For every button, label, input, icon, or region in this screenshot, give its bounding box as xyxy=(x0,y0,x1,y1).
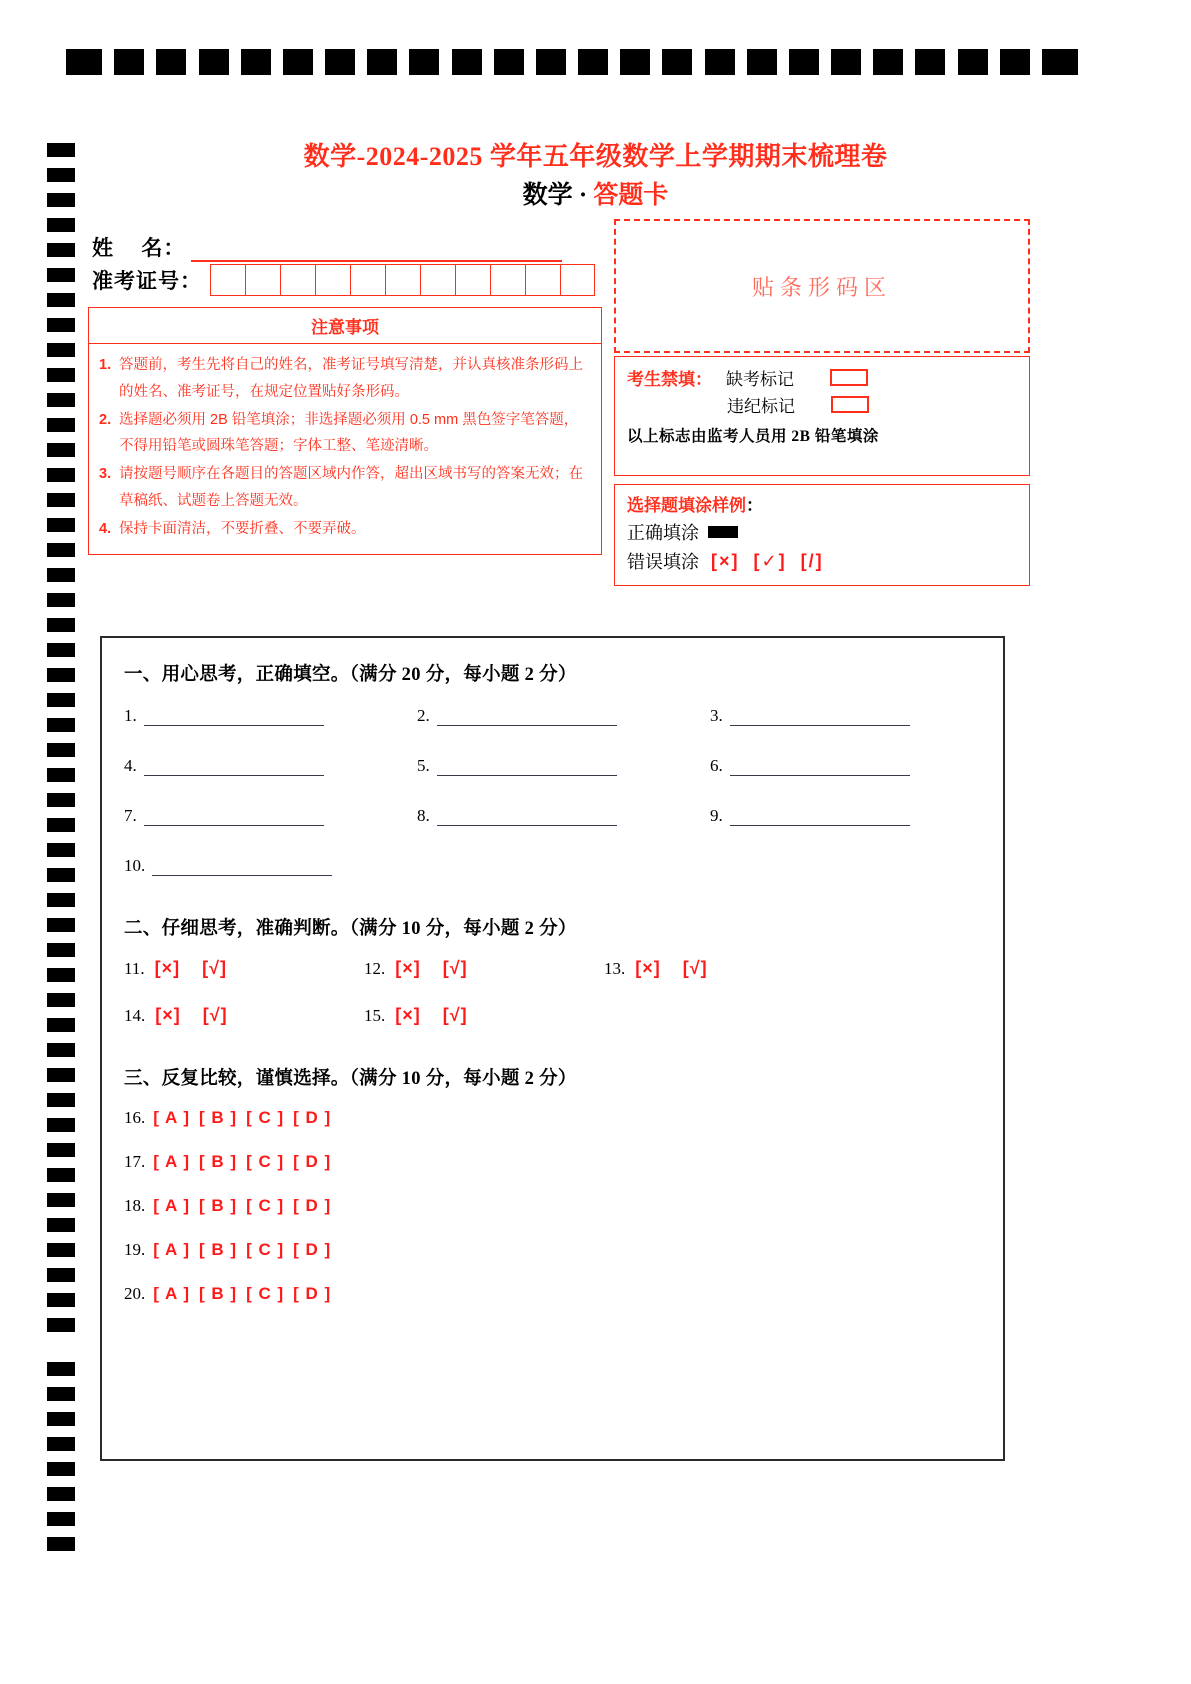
left-timing-marks-upper xyxy=(47,143,75,1343)
truefalse-answer-item xyxy=(364,958,604,979)
notice-heading: 注意事项 xyxy=(89,308,601,344)
blank-answer-item xyxy=(710,806,1003,826)
timing-mark xyxy=(47,393,75,407)
timing-mark xyxy=(47,993,75,1007)
question-number: 7. xyxy=(124,806,137,825)
timing-mark xyxy=(47,1168,75,1182)
choice-options xyxy=(153,1152,340,1172)
timing-mark xyxy=(47,868,75,882)
timing-mark xyxy=(47,318,75,332)
answer-bubble-option[interactable]: [ C ] xyxy=(246,1284,285,1303)
answer-sections xyxy=(102,638,1003,1304)
answer-write-line[interactable] xyxy=(437,760,617,776)
timing-mark xyxy=(47,818,75,832)
section-heading: 三、反复比较，谨慎选择。（满分 10 分，每小题 2 分） xyxy=(124,1069,577,1089)
wrong-fill-mark: [/] xyxy=(800,550,824,571)
section-heading: 二、仔细思考，准确判断。（满分 10 分，每小题 2 分） xyxy=(124,919,577,939)
subtitle-card-label: 答题卡 xyxy=(593,182,669,209)
timing-mark xyxy=(47,1118,75,1132)
timing-mark xyxy=(47,1512,75,1526)
answer-area-frame xyxy=(100,636,1005,1461)
truefalse-options xyxy=(155,1005,249,1026)
answer-bubble-option[interactable]: [ C ] xyxy=(246,1196,285,1215)
truefalse-answer-row xyxy=(124,1005,1003,1026)
page-subtitle xyxy=(0,175,1191,211)
forbidden-title: 考生禁填： xyxy=(627,370,712,389)
answer-bubble-option[interactable]: [ B ] xyxy=(199,1108,238,1127)
timing-mark xyxy=(47,1537,75,1551)
exam-id-cell[interactable] xyxy=(350,264,385,296)
exam-id-cell[interactable] xyxy=(210,264,245,296)
wrong-fill-examples xyxy=(711,551,838,572)
timing-mark xyxy=(283,49,313,75)
name-label: 姓 名： xyxy=(92,237,186,260)
question-number: 5. xyxy=(417,756,430,775)
section-heading: 一、用心思考，正确填空。（满分 20 分，每小题 2 分） xyxy=(124,665,577,685)
answer-bubble-option[interactable]: [ C ] xyxy=(246,1152,285,1171)
answer-bubble-option[interactable]: [ A ] xyxy=(153,1108,191,1127)
answer-bubble-option[interactable]: [√] xyxy=(442,958,468,978)
notice-item-number: 1. xyxy=(99,357,112,373)
question-number: 6. xyxy=(710,756,723,775)
timing-mark xyxy=(662,49,692,75)
answer-bubble-option[interactable]: [ B ] xyxy=(199,1196,238,1215)
timing-mark xyxy=(536,49,566,75)
timing-mark xyxy=(915,49,945,75)
question-number: 2. xyxy=(417,706,430,725)
question-number: 9. xyxy=(710,806,723,825)
subtitle-separator: · xyxy=(572,182,594,209)
timing-mark xyxy=(47,618,75,632)
answer-bubble-option[interactable]: [√] xyxy=(202,1005,228,1025)
timing-mark xyxy=(47,518,75,532)
blank-answer-item xyxy=(417,706,710,726)
timing-mark xyxy=(47,368,75,382)
timing-mark xyxy=(47,218,75,232)
blank-answer-item xyxy=(417,756,710,776)
violation-mark-bubble[interactable] xyxy=(831,396,869,413)
question-number: 20. xyxy=(124,1284,146,1303)
timing-mark xyxy=(47,1362,75,1376)
notice-item xyxy=(99,407,591,461)
absent-mark-label: 缺考标记 xyxy=(726,370,794,389)
notice-item-number: 4. xyxy=(99,520,112,537)
name-input-line[interactable] xyxy=(191,236,562,262)
question-number: 4. xyxy=(124,756,137,775)
truefalse-answer-item xyxy=(604,958,844,979)
blank-answer-item xyxy=(124,706,417,726)
truefalse-answer-item xyxy=(364,1005,604,1026)
timing-mark xyxy=(47,1193,75,1207)
timing-mark xyxy=(241,49,271,75)
exam-id-cell[interactable] xyxy=(490,264,525,296)
answer-write-line[interactable] xyxy=(730,810,910,826)
truefalse-answer-item xyxy=(124,1005,364,1026)
answer-bubble-option[interactable]: [ D ] xyxy=(293,1108,332,1127)
answer-bubble-option[interactable]: [ C ] xyxy=(246,1108,285,1127)
answer-bubble-option[interactable]: [ A ] xyxy=(153,1284,191,1303)
correct-fill-row xyxy=(627,519,1029,545)
timing-mark xyxy=(958,49,988,75)
wrong-fill-mark: [✓] xyxy=(753,550,787,571)
timing-mark xyxy=(47,293,75,307)
timing-mark xyxy=(47,1268,75,1282)
timing-mark xyxy=(705,49,735,75)
notice-item-number: 3. xyxy=(99,466,112,483)
timing-mark xyxy=(47,718,75,732)
timing-mark xyxy=(1000,49,1030,75)
answer-bubble-option[interactable]: [ A ] xyxy=(153,1196,191,1215)
answer-bubble-option[interactable]: [√] xyxy=(682,958,708,978)
timing-mark xyxy=(47,1412,75,1426)
choice-answer-row xyxy=(124,1196,1003,1216)
answer-bubble-option[interactable]: [√] xyxy=(442,1005,468,1025)
sample-title-row xyxy=(627,491,1029,516)
choice-answer-row xyxy=(124,1240,1003,1260)
wrong-fill-mark: [×] xyxy=(711,550,740,571)
question-number: 3. xyxy=(710,706,723,725)
exam-id-cell[interactable] xyxy=(245,264,280,296)
timing-mark xyxy=(47,1387,75,1401)
timing-mark xyxy=(47,643,75,657)
timing-mark xyxy=(1042,49,1078,75)
timing-mark xyxy=(47,418,75,432)
timing-mark xyxy=(873,49,903,75)
timing-mark xyxy=(47,943,75,957)
answer-bubble-option[interactable]: [×] xyxy=(395,1005,421,1025)
choice-answer-row xyxy=(124,1108,1003,1128)
correct-fill-label: 正确填涂 xyxy=(627,523,699,543)
answer-write-line[interactable] xyxy=(152,860,332,876)
fill-sample-box xyxy=(614,484,1030,586)
exam-id-boxes[interactable] xyxy=(210,264,595,296)
answer-bubble-option[interactable]: [ B ] xyxy=(199,1240,238,1259)
truefalse-answer-item xyxy=(124,958,364,979)
timing-mark xyxy=(47,1243,75,1257)
truefalse-options xyxy=(635,958,729,979)
sample-title-colon: ： xyxy=(746,496,763,515)
timing-mark xyxy=(47,543,75,557)
timing-mark xyxy=(47,243,75,257)
answer-bubble-option[interactable]: [ D ] xyxy=(293,1284,332,1303)
question-number: 1. xyxy=(124,706,137,725)
subtitle-subject: 数学 xyxy=(522,182,573,209)
truefalse-options xyxy=(155,958,249,979)
answer-bubble-option[interactable]: [√] xyxy=(202,958,227,978)
barcode-area-label: 贴条形码区 xyxy=(751,274,892,300)
blank-answer-row xyxy=(124,756,1003,776)
timing-mark xyxy=(47,1018,75,1032)
blank-answer-item xyxy=(124,806,417,826)
timing-mark xyxy=(620,49,650,75)
timing-mark xyxy=(47,1218,75,1232)
absent-mark-row xyxy=(627,364,1029,391)
question-number: 17. xyxy=(124,1152,146,1171)
notice-item xyxy=(99,516,591,543)
answer-write-line[interactable] xyxy=(144,710,324,726)
answer-write-line[interactable] xyxy=(437,810,617,826)
name-field-row xyxy=(92,228,562,262)
timing-mark xyxy=(114,49,144,75)
answer-bubble-option[interactable]: [×] xyxy=(395,958,421,978)
timing-mark xyxy=(47,968,75,982)
timing-mark xyxy=(47,1293,75,1307)
answer-bubble-option[interactable]: [ C ] xyxy=(246,1240,285,1259)
timing-mark xyxy=(47,1068,75,1082)
timing-mark xyxy=(47,743,75,757)
forbidden-note: 以上标志由监考人员用 2B 铅笔填涂 xyxy=(627,428,879,445)
timing-mark xyxy=(47,843,75,857)
notice-item xyxy=(99,352,591,406)
blank-answer-row xyxy=(124,806,1003,826)
question-number: 13. xyxy=(604,958,626,978)
question-number: 10. xyxy=(124,856,146,875)
choice-options xyxy=(153,1108,340,1128)
answer-bubble-option[interactable]: [ B ] xyxy=(199,1152,238,1171)
truefalse-options xyxy=(395,958,489,979)
answer-bubble-option[interactable]: [ A ] xyxy=(153,1240,191,1259)
timing-mark xyxy=(47,593,75,607)
timing-mark xyxy=(47,768,75,782)
choice-answer-row xyxy=(124,1152,1003,1172)
notice-item-number: 2. xyxy=(99,411,112,428)
timing-mark xyxy=(578,49,608,75)
answer-bubble-option[interactable]: [ B ] xyxy=(199,1284,238,1303)
exam-id-cell[interactable] xyxy=(525,264,560,296)
timing-mark xyxy=(789,49,819,75)
answer-bubble-option[interactable]: [ D ] xyxy=(293,1152,332,1171)
barcode-paste-area xyxy=(614,219,1030,353)
timing-mark xyxy=(47,1318,75,1332)
wrong-fill-label: 错误填涂 xyxy=(627,552,699,572)
timing-mark xyxy=(47,1093,75,1107)
answer-bubble-option[interactable]: [ D ] xyxy=(293,1196,332,1215)
timing-mark xyxy=(47,893,75,907)
timing-mark xyxy=(831,49,861,75)
page-title: 数学-2024-2025 学年五年级数学上学期期末梳理卷 xyxy=(303,142,888,171)
violation-mark-row xyxy=(627,391,1029,418)
timing-mark xyxy=(325,49,355,75)
timing-mark xyxy=(47,793,75,807)
exam-id-row xyxy=(92,262,595,298)
blank-answer-item xyxy=(417,806,710,826)
timing-mark xyxy=(199,49,229,75)
blank-answer-item xyxy=(710,756,1003,776)
answer-bubble-option[interactable]: [×] xyxy=(154,958,181,978)
exam-id-label: 准考证号： xyxy=(92,270,202,293)
answer-write-line[interactable] xyxy=(144,760,324,776)
timing-mark xyxy=(47,468,75,482)
choice-options xyxy=(153,1284,340,1304)
notice-item-text: 请按题号顺序在各题目的答题区域内作答，超出区域书写的答案无效；在草稿纸、试题卷上答题无效。 xyxy=(119,466,583,510)
question-number: 19. xyxy=(124,1240,146,1259)
timing-mark xyxy=(66,49,102,75)
notice-box xyxy=(88,307,602,555)
timing-mark xyxy=(367,49,397,75)
question-number: 18. xyxy=(124,1196,146,1215)
question-number: 11. xyxy=(124,958,145,978)
wrong-fill-row xyxy=(627,548,1029,574)
exam-id-cell[interactable] xyxy=(385,264,420,296)
blank-answer-item xyxy=(124,856,424,876)
top-timing-marks xyxy=(66,48,1078,75)
choice-options xyxy=(153,1240,340,1260)
truefalse-options xyxy=(395,1005,489,1026)
timing-mark xyxy=(47,343,75,357)
answer-bubble-option[interactable]: [ A ] xyxy=(153,1152,191,1171)
timing-mark xyxy=(47,568,75,582)
correct-fill-swatch xyxy=(708,526,738,538)
answer-write-line[interactable] xyxy=(730,760,910,776)
choice-answer-row xyxy=(124,1284,1003,1304)
notice-item-text: 答题前，考生先将自己的姓名，准考证号填写清楚，并认真核准条形码上的姓名、准考证号，在规定位置贴好条形码。 xyxy=(119,357,583,400)
sample-title: 选择题填涂样例 xyxy=(627,496,746,515)
timing-mark xyxy=(47,918,75,932)
timing-mark xyxy=(47,1487,75,1501)
exam-id-cell[interactable] xyxy=(420,264,455,296)
exam-id-cell[interactable] xyxy=(560,264,595,296)
question-number: 12. xyxy=(364,958,386,978)
timing-mark xyxy=(47,1043,75,1057)
answer-write-line[interactable] xyxy=(144,810,324,826)
notice-item-text: 保持卡面清洁，不要折叠、不要弄破。 xyxy=(119,520,366,537)
notice-items xyxy=(89,344,601,554)
answer-write-line[interactable] xyxy=(730,710,910,726)
timing-mark xyxy=(409,49,439,75)
left-timing-marks-lower xyxy=(47,1362,75,1562)
timing-mark xyxy=(47,1462,75,1476)
question-number: 16. xyxy=(124,1108,146,1127)
question-number: 15. xyxy=(364,1005,386,1025)
answer-bubble-option[interactable]: [ D ] xyxy=(293,1240,332,1259)
timing-mark xyxy=(47,268,75,282)
absent-mark-bubble[interactable] xyxy=(830,369,868,386)
exam-id-cell[interactable] xyxy=(280,264,315,296)
blank-answer-item xyxy=(710,706,1003,726)
choice-options xyxy=(153,1196,340,1216)
blank-answer-row xyxy=(124,706,1003,726)
truefalse-answer-row xyxy=(124,958,1003,979)
question-number: 8. xyxy=(417,806,430,825)
timing-mark xyxy=(47,668,75,682)
notice-item xyxy=(99,461,591,515)
question-number: 14. xyxy=(124,1005,146,1025)
timing-mark xyxy=(494,49,524,75)
timing-mark xyxy=(47,1143,75,1157)
notice-item-text: 选择题必须用 2B 铅笔填涂；非选择题必须用 0.5 mm 黑色签字笔答题，不得用铅笔或圆珠笔答题；字体工整、笔迹清晰。 xyxy=(119,411,579,455)
timing-mark xyxy=(452,49,482,75)
answer-bubble-option[interactable]: [×] xyxy=(155,1005,181,1025)
forbidden-marks-box xyxy=(614,356,1030,476)
blank-answer-item xyxy=(124,756,417,776)
answer-write-line[interactable] xyxy=(437,710,617,726)
timing-mark xyxy=(47,693,75,707)
timing-mark xyxy=(747,49,777,75)
exam-id-cell[interactable] xyxy=(455,264,490,296)
timing-mark xyxy=(47,493,75,507)
exam-id-cell[interactable] xyxy=(315,264,350,296)
blank-answer-row xyxy=(124,856,1003,876)
violation-mark-label: 违纪标记 xyxy=(727,397,795,416)
timing-mark xyxy=(156,49,186,75)
answer-bubble-option[interactable]: [×] xyxy=(635,958,661,978)
timing-mark xyxy=(47,1437,75,1451)
timing-mark xyxy=(47,443,75,457)
